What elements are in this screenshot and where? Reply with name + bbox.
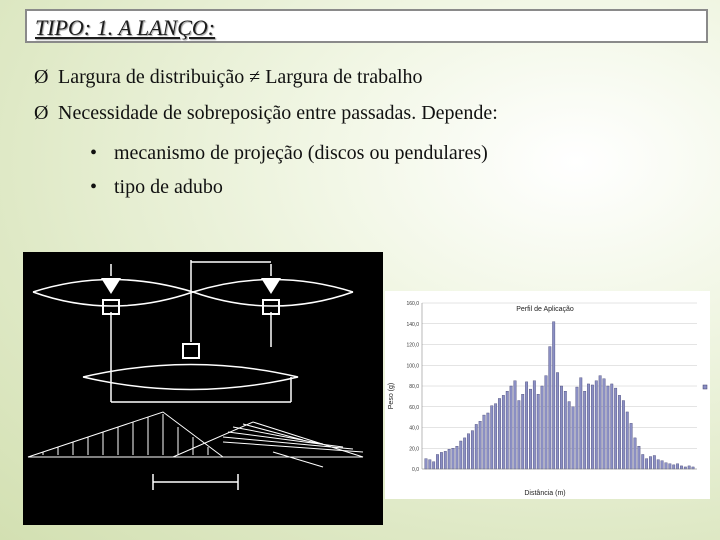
bullet-text: Necessidade de sobreposição entre passadas. Depende: [58,102,498,124]
chart-bar [436,454,438,469]
chart-bar [634,438,636,469]
chart-bar [521,394,523,469]
tractor-center-icon [183,344,199,358]
sub-bullet-text: mecanismo de projeção (discos ou pendulares) [114,142,488,164]
y-tick-label: 100,0 [406,363,419,370]
chart-bar [642,454,644,469]
spreader-left-icon [101,278,121,294]
chart-bar [432,462,434,469]
chart-bar [479,421,481,469]
chart-bar [549,347,551,469]
slide-title: TIPO: 1. A LANÇO: [35,15,216,40]
chart-bar [692,467,694,469]
chart-bar [618,395,620,469]
spreader-right-icon [261,278,281,294]
chart-bar [545,376,547,469]
chart-bar [669,464,671,469]
y-tick-label: 40,0 [409,425,419,432]
chart-bar [645,459,647,469]
bullet-item [34,66,423,89]
chart-bar [607,386,609,469]
chart-bar [626,412,628,469]
y-tick-label: 140,0 [406,321,419,328]
chart-bar [572,407,574,469]
hatch-left [43,414,208,455]
y-tick-label: 0,0 [412,467,419,473]
chart-bar [514,381,516,469]
chart-bar [487,413,489,469]
chart-bar [425,459,427,469]
chart-bar [518,401,520,469]
bullet-item [34,102,498,125]
chart-bar [460,441,462,469]
chart-bar [595,381,597,469]
chart-bar [483,415,485,469]
chart-bar [638,446,640,469]
chart-bar [498,398,500,469]
distribution-triangles [28,412,363,467]
distribution-triangle-left [28,412,223,457]
chart-bar [680,466,682,469]
chart-bar [611,384,613,469]
chart-bar [444,451,446,469]
chart-bar [467,434,469,469]
chart-bar [525,382,527,469]
legend-marker [703,385,707,389]
chart-bar [471,431,473,469]
chart-bar [653,456,655,469]
chart-bar [556,373,558,469]
chart-bar [583,391,585,469]
chart-bar [672,465,674,469]
chart-bar [599,376,601,469]
chart-bar [568,402,570,469]
chart-bar [665,463,667,469]
arrow-bullet-icon: Ø [34,66,49,88]
hatch-right [223,424,363,452]
chart-bar [560,386,562,469]
chart-bar [440,452,442,469]
chart-bar [541,386,543,469]
chart-bar [452,448,454,469]
sub-bullet-item [90,176,223,199]
tractor-right-icon [263,300,279,314]
chart-bar [657,460,659,469]
chart-bar [429,460,431,469]
spread-pattern-center [83,365,298,390]
chart-bar [688,466,690,469]
chart-bar [494,404,496,469]
chart-bar [510,386,512,469]
chart-bar [529,389,531,469]
chart-bar [576,387,578,469]
chart-bar [463,438,465,469]
chart-bar [448,449,450,469]
chart-svg [385,291,710,499]
spreader-overlap-diagram [23,252,383,525]
arrow-pointer [273,452,323,467]
application-profile-chart [385,291,710,499]
x-axis-label: Distância (m) [524,490,566,497]
chart-bar [502,395,504,469]
chart-bar [580,378,582,469]
chart-bar [564,391,566,469]
tractor-left-icon [103,300,119,314]
chart-bar [661,461,663,469]
chart-bar [676,464,678,469]
chart-bar [622,401,624,469]
dot-bullet-icon: • [90,142,98,164]
chart-bar [552,322,554,469]
spreader-diagram-svg [23,252,383,525]
y-tick-label: 160,0 [406,301,419,307]
chart-bar [587,384,589,469]
chart-bar [506,391,508,469]
sub-bullet-item [90,142,488,165]
chart-bar [630,423,632,469]
chart-bar [591,385,593,469]
chart-bar [475,424,477,469]
y-tick-label: 120,0 [406,342,419,349]
bullet-text: Largura de distribuição ≠ Largura de trabalho [58,66,423,88]
chart-bar [649,457,651,469]
chart-bar [684,467,686,469]
chart-bar [614,388,616,469]
y-tick-label: 80,0 [409,384,419,390]
arrow-bullet-icon: Ø [34,102,49,124]
chart-bar [491,406,493,469]
y-tick-label: 20,0 [409,446,419,453]
sub-bullet-text: tipo de adubo [114,176,223,198]
title-box [25,9,708,43]
chart-bar [603,379,605,469]
dot-bullet-icon: • [90,176,98,198]
chart-bar [456,446,458,469]
y-axis-label: Peso (g) [388,382,395,410]
chart-bar [533,381,535,469]
distribution-triangle-right [173,422,363,457]
chart-bar [537,394,539,469]
chart-title: Perfil de Aplicação [516,306,574,313]
y-tick-label: 60,0 [409,404,419,411]
